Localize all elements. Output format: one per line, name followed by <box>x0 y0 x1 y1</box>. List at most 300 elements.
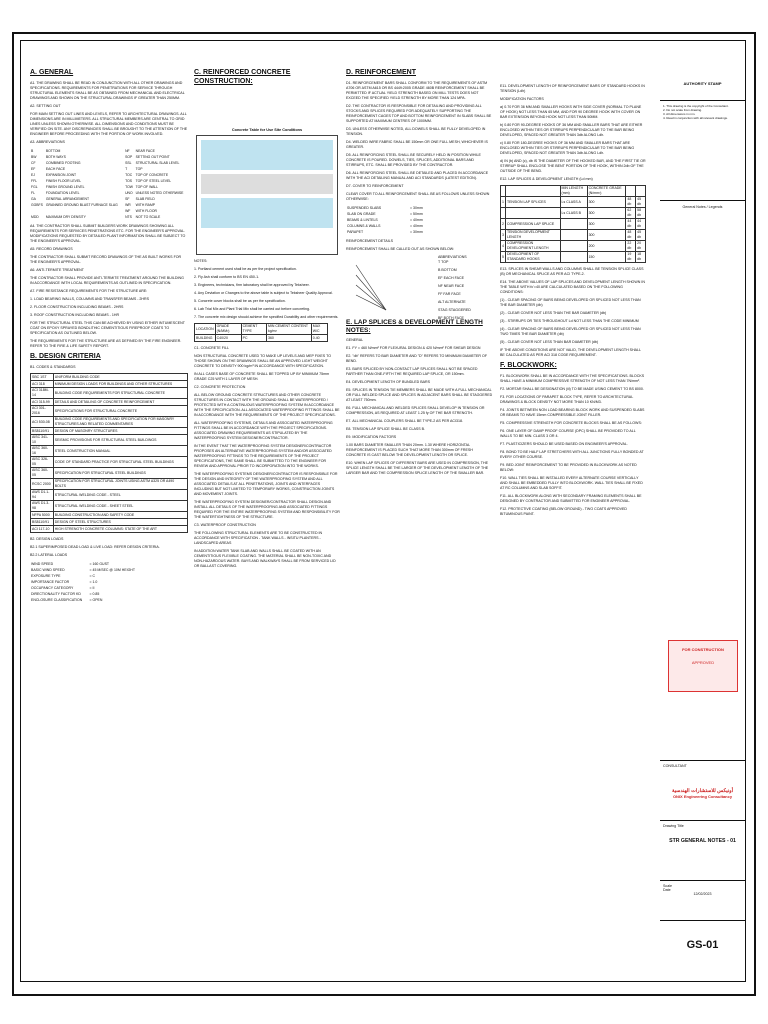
abbreviation-row-cell: BOTH WAYS <box>45 154 66 159</box>
development-row-cell: MIN LENGTH (mm) <box>560 186 587 197</box>
concrete-mix-table <box>196 135 338 255</box>
bar-callout-diagram <box>346 255 494 320</box>
development-row-cell: Ls CLASS A <box>560 197 587 208</box>
code-row <box>31 388 188 399</box>
note-c5: IN THE EVENT THAT THE WATERPROOFING SYSTEM DESIGNER/CONTRACTOR PROPOSES AN ALTERNATIVE WATERPROOFING SYSTEM AND/OR ASSOCIATED WATERPROOFING FITTINGS TO THE REQUIREMENTS OF THE PROJECT SPECIFICATIONS, THE SAME SHALL BE SUBMITTED TO THE ENGINEER FOR REVIEW AND APPROVAL PRIOR TO INCORPORATION INTO THE WORKS. <box>194 444 332 468</box>
abbr-head: ABBREVIATIONS <box>438 255 467 259</box>
note-e9: 1.00 BARS DIAMETER SMALLER THAN 20mm. 1.30 WHERE HORIZONTAL REINFORCEMENT IS PLACED SUCH THAT MORE THAN 300mm OF FRESH CONCRETE IS CAST BELOW THE DEVELOPMENT LENGTH OR SPLICE. <box>346 443 473 457</box>
abbreviation-row-cell: GGBFS <box>31 202 43 207</box>
note-c-item: 5. Concrete cover blocks shall be as per the specification. <box>194 299 286 303</box>
note-a7-item: 1. LOAD BEARING WALLS, COLUMNS AND TRANSFER BEAMS - 2HRS <box>30 297 150 301</box>
development-row-cell: COMPRESSION DEVELOPMENT LENGTH <box>505 241 560 252</box>
approval-text: FOR CONSTRUCTION <box>682 647 724 652</box>
code-row <box>31 468 188 479</box>
note-a7: FOR THE STRUCTURAL STEEL THIS CAN BE ACHIEVED BY USING EITHER INTUMESCENT COAT ON EPOXY SPRAYED BONDLITHIC CEMENTITIOUS FIREPROOF COATS TO SPECIFICATION AS OUTLINED BELOW. <box>30 321 185 335</box>
note-e2: E2. "db" REFERS TO BAR DIAMETER AND "D" REFERS TO MINIMUM DIAMETER OF BEND. <box>346 354 488 363</box>
note-b2-head: B2. DESIGN LOADS <box>30 537 64 541</box>
abbreviation-row-cell: STRUCTURAL SLAB LEVEL <box>135 160 180 165</box>
development-row-cell: COMPRESSION LAP SPLICE <box>505 219 560 230</box>
blockwork-note: F10. WALL TIES SHALL BE INSTALLED EVERY ALTERNATE COURSE VERTICALLY AND SHALL BE EMBEDDED FULLY INTO BLOCKWORK. WALL TIES SHALL BE FIXED AT RC COLUMNS AND SLAB SOFFIT. <box>500 476 643 490</box>
cover-row-cell: SUSPENDED SLABS <box>347 205 382 210</box>
note-e1: E1. FY = 460 N/mm² FOR FLEXURAL DESIGN & 420 N/mm² FOR SHEAR DESIGN <box>346 346 481 350</box>
slab-row <box>195 335 328 342</box>
development-row-cell <box>560 230 587 241</box>
note-e-head: GENERAL <box>346 338 364 342</box>
abbreviation-row-cell: T <box>125 166 128 171</box>
legends-label: General Notes / Legends <box>660 200 745 214</box>
cover-row-cell: = 30mm <box>410 205 423 210</box>
section-b-title: B. DESIGN CRITERIA <box>30 353 101 360</box>
abbreviation-row-cell: BOTTOM <box>45 148 61 153</box>
cover-row-cell: = 40mm <box>410 223 423 228</box>
code-row-cell: DETAILS AND DETAILING OF CONCRETE REINFORCEMENT <box>53 399 187 406</box>
wind-row-cell: = II <box>89 585 95 590</box>
cover-row-cell: = 30mm <box>410 229 423 234</box>
note-c3: ALL BELOW GROUND CONCRETE STRUCTURES AND OTHER CONCRETE STRUCTURES IN CONTACT WITH THE GROUND SHALL BE WATERPROOFED / PROTECTED WITH A CONTINUOUS WATERPROOFING SYSTEM IN ACCORDANCE WITH THE SPECIFICATION. ALL ASSOCIATED WATERPROOFING FITTINGS SHALL BE IN ACCORDANCE WITH THE REQUIREMENTS OF THE PROJECT SPECIFICATIONS. <box>194 393 340 417</box>
tb-note: 4. Read in conjunction with all relevant drawings. <box>663 116 728 120</box>
note-d6: D6. ALL REINFORCING STEEL SHALL BE DETAILED AND PLACED IN ACCORDANCE WITH THE ACI DETAILING MANUAL AND ACI STANDARDS (LATEST EDITION). <box>346 171 489 180</box>
slab-row-cell: MIN CEMENT CONTENT kg/m³ <box>267 324 312 335</box>
note-a6-head: A6. ANTI-TERMITE TREATMENT <box>30 268 84 272</box>
development-row <box>501 197 646 208</box>
drawing-title: STR GENERAL NOTES - 01 <box>669 838 736 844</box>
column-general <box>30 66 188 603</box>
note-e3: E3. BARS SPLICED BY NON-CONTACT LAP SPLICES SHALL NOT BE SPACED FARTHER THAN ONE-FIFTH THE REQUIRED LAP SPLICE, OR 150mm. <box>346 367 478 376</box>
code-row <box>31 406 188 417</box>
code-row <box>31 374 188 381</box>
cover-row-cell: COLUMNS & WALLS <box>347 223 381 228</box>
abbreviation-row-cell: UNLESS NOTED OTHERWISE <box>135 190 184 195</box>
abbreviation-row-cell: B <box>31 148 34 153</box>
note-a6: THE CONTRACTOR SHALL PROVIDE ANTI-TERMITE TREATMENT AROUND THE BUILDING IN ACCORDANCE WITH LOCAL REQUIREMENTS AS OUTLINED IN SPECIFICATION. <box>30 276 184 285</box>
code-row-cell: ACI 530-08 <box>31 417 54 428</box>
abbreviation-row-cell: TOP OF CONCRETE <box>135 172 169 177</box>
code-row <box>31 435 188 446</box>
development-row-cell: 19 db <box>626 252 636 263</box>
abbreviation-row-cell: GRANNED GROUND BLAST FURNACE SLAG <box>45 202 118 207</box>
abbreviation-row-cell: MDD <box>31 214 39 219</box>
title-block-notes <box>660 100 745 200</box>
development-row <box>501 219 646 230</box>
condition-item: (1) - CLEAR SPACING OF BARS BEING DEVELOPED OR SPLICED NOT LESS THAN THE BAR DIAMETER (db) <box>500 298 641 307</box>
stamp-text: APPROVED <box>691 660 715 665</box>
development-row-cell: TENSION LAP SPLICES <box>505 197 560 208</box>
abbreviation-row-cell: FINISH GROUND LEVEL <box>45 184 85 189</box>
development-row-cell: Ls CLASS B <box>560 208 587 219</box>
wind-row-cell: EXPOSURE TYPE <box>31 573 61 578</box>
development-row-cell: TENSION DEVELOPMENT LENGTH <box>505 230 560 241</box>
note-e13: E13. SPLICES IN SHEAR WALLS AND COLUMNS SHALL BE TENSION SPLICE CLASS (B) OR MECHANICAL SPLICE AS PER ACI TYPE-2. <box>500 267 644 276</box>
abbreviation-row-cell: SOP <box>125 154 133 159</box>
note-c-item: 4. Any Deviation or Changes to the above table is subject to Teksheer Quality Approval. <box>194 291 333 295</box>
abbreviation-row-cell: WF <box>125 208 131 213</box>
slab-row-cell: LOCATION <box>195 324 216 335</box>
modification-head: MODIFICATION FACTORS <box>500 97 544 101</box>
code-row <box>31 417 188 428</box>
section-e-title: E. LAP SPLICES & DEVELOPMENT LENGTH NOTES: <box>346 319 483 334</box>
development-row-cell: 45 db <box>636 197 646 208</box>
note-a4: A4. THE CONTRACTOR SHALL SUBMIT BUILDERS WORK DRAWINGS SHOWING ALL REQUIREMENTS FOR SERVICES PENETRATIONS ETC. FOR THE ENGINEER'S APPROVAL. MODIFICATIONS REQUESTED BY DETAILED PLANT INFORMATION SHALL BE SUBJECT TO THE ENGINEER'S APPROVAL. <box>30 224 186 243</box>
drawing-date: 12/02/2023 <box>693 892 712 896</box>
cover-row-cell: = 50mm <box>410 211 423 216</box>
slab-row <box>195 324 328 335</box>
development-row-cell: 44 db <box>636 219 646 230</box>
abbreviation-row-cell: BW <box>31 154 37 159</box>
development-row-cell: 4 <box>501 241 506 252</box>
bar-callout-svg <box>346 255 426 315</box>
blockwork-note: F1. BLOCKWORK SHALL BE IN ACCORDANCE WITH THE SPECIFICATIONS. BLOCKS SHALL HAVE A MINIMUM COMPRESSIVE STRENGTH OF NOT LESS THAN 7N/mm². <box>500 374 645 383</box>
development-row-cell: 300 <box>587 219 626 230</box>
bar-abbr-list <box>438 255 494 324</box>
code-row-cell: HIGH STRENGTH CONCRETE COLUMNS: STATE OF THE ART <box>53 526 187 533</box>
note-b2-2: B2.2 LATERAL LOADS <box>30 553 68 557</box>
code-row <box>31 457 188 468</box>
note-d2: D2. THE CONTRACTOR IS RESPONSIBLE FOR DETAILING AND PROVIDING ALL STOCKS AND SPLICES REQUIRED FOR ADEQUATELY SUPPORTING THE REINFORCEMENT CAGES TOP AND BOTTOM REINFORCEMENT IN SLABS SHALL BE SUPPORTED AT MAXIMUM CENTRES OF 1000MM. <box>346 104 492 123</box>
note-d1: D1. REINFORCEMENT BARS SHALL CONFORM TO THE REQUIREMENTS OF ASTM A706 OR ASTM A615 OR BS 4449:2005 GRADE 460B REINFORCEMENT SHALL BE PERMITTED IF ACTUAL YIELD STRENGTH BASED ON MILL TESTS DOES NOT EXCEED THE SPECIFIED YIELD STRENGTH BY MORE THAN 124 MPA. <box>346 81 488 100</box>
note-d7: CLEAR COVER TO ALL REINFORCEMENT SHALL BE AS FOLLOWS UNLESS SHOWN OTHERWISE: <box>346 192 490 201</box>
blockwork-note: F3. FOR LOCATIONS OF PARAPET BLOCK TYPE, REFER TO ARCHITECTURAL DRAWINGS & BLOCK DENSITY NOT MORE THAN 10 KN/M3. <box>500 395 634 404</box>
abbreviation-row-cell: MAXIMUM DRY DENSITY <box>45 214 86 219</box>
code-row-cell: DESIGN OF STEEL STRUCTURES <box>53 519 187 526</box>
cover-table <box>346 205 435 235</box>
note-c-item: 1. Portland cement used shall be as per the project specification. <box>194 267 297 271</box>
slab-row-cell: GRADE (N/MM²) <box>215 324 241 335</box>
note-d8: REINFORCEMENT SHALL BE CALLED OUT AS SHOWN BELOW: <box>346 247 455 251</box>
note-c1-head: C1. CONCRETE FILL <box>194 346 229 350</box>
abbreviation-row-cell: SSL <box>125 160 132 165</box>
code-row-cell: ACI 117-10 <box>31 526 54 533</box>
abbreviation-row <box>30 214 188 220</box>
development-row-cell <box>505 186 560 197</box>
note-e5: E5. SPLICES IN TENSION TIE MEMBERS SHALL BE MADE WITH A FULL MECHANICAL OR FULL WELDED SPLICE AND SPLICES IN ADJACENT BARS SHALL BE STAGGERED AT LEAST 750mm. <box>346 388 493 402</box>
development-row <box>501 252 646 263</box>
development-row-cell: 5 <box>501 252 506 263</box>
note-c-item: 2. Fly Ash shall conform to BS EN 450-1. <box>194 275 260 279</box>
development-row-cell: 20 db <box>636 241 646 252</box>
section-c-title: C. REINFORCED CONCRETE CONSTRUCTION: <box>194 69 291 85</box>
note-d4: D4. WELDED WIRE FABRIC SHALL BE 150mm OR ONE FULL MESH, WHICHEVER IS GREATER. <box>346 140 488 149</box>
development-row-cell: 45 db <box>636 230 646 241</box>
abbreviation-row-cell: TOP OF STEEL LEVEL <box>135 178 172 183</box>
note-a7-item: 3. ROOF CONSTRUCTION INCLUDING BEAMS - 1HR <box>30 313 120 317</box>
abbreviation-row-cell: UNO <box>125 190 133 195</box>
code-row-cell: AWS D1.1-94 <box>31 490 54 501</box>
wind-row-cell: = 1.0 <box>89 579 98 584</box>
slab-row-cell: CEMENT TYPE <box>241 324 266 335</box>
section-f-title: F. BLOCKWORK: <box>500 362 557 369</box>
scale-label: Scale <box>663 884 672 888</box>
consultant-label: CONSULTANT <box>663 764 687 768</box>
development-row-cell: 150 <box>587 252 626 263</box>
code-row-cell: BS8110/91 <box>31 519 54 526</box>
blockwork-note: F5. COMPRESSIVE STRENGTH FOR CONCRETE BLOCKS SHALL BE AS FOLLOWS: <box>500 421 642 425</box>
abbreviation-row-cell: GA <box>31 196 36 201</box>
development-row-cell: 1 <box>501 197 506 208</box>
abbreviation-row-cell: EJ <box>31 172 35 177</box>
note-a2-head: A2. SETTING OUT <box>30 104 61 108</box>
abbreviation-row-cell: COMBINED FOOTING <box>45 160 81 165</box>
note-e14: E14. THE ABOVE VALUES OF LAP SPLICES AND DEVELOPMENT LENGTH SHOWN IN THE TABLE WITH fc'=40 ARE CALCULATED BASED ON THE FOLLOWING CONDITIONS: <box>500 280 645 294</box>
note-c-item: 3. Engineers, technicians, firm laboratory shall be approved by Teksheer. <box>194 283 310 287</box>
code-row-cell: SPECIFICATIONS FOR STRUCTURAL CONCRETE <box>53 406 187 417</box>
code-row-cell: NFPA 5000 <box>31 512 54 519</box>
drawing-title-label: Drawing Title <box>663 824 684 828</box>
drawing-title-box <box>660 820 745 880</box>
code-row-cell: SBC 1ST <box>31 374 54 381</box>
drawing-number-box <box>660 920 745 982</box>
code-row <box>31 428 188 435</box>
blockwork-note: F2. MORTAR SHALL BE DESIGNATION (iii) TO BE MADE USING CEMENT TO BS 8000. <box>500 387 644 391</box>
abbreviation-row-cell: TOS <box>125 178 132 183</box>
abbreviation-row-cell: TOW <box>125 184 133 189</box>
note-d: d) IN (b) AND (c), db IS THE DIAMETER OF THE HOOKED BAR, AND THE FIRST TIE OR STIRRUP SHALL ENCLOSE THE BENT PORTION OF THE HOOK, WITHIN 2db OF THE OUTSIDE OF THE BEND. <box>500 159 646 173</box>
abbreviation-row-cell: FINISH FLOOR LEVEL <box>45 178 82 183</box>
wind-row-cell: IMPORTANCE FACTOR <box>31 579 70 584</box>
note-d8-head: REINFORCEMENT DETAILS <box>346 239 393 243</box>
note-e12: E12. LAP SPLICES & DEVELOPMENT LENGTH (Ld mm) <box>500 177 593 181</box>
code-row-cell: AISC 360-05 <box>31 468 54 479</box>
slab-table <box>194 323 328 342</box>
condition-item: (2) - CLEAR COVER NOT LESS THAN THE BAR DIAMETER (db) <box>500 311 607 315</box>
note-e7: E7. ALL MECHANICAL COUPLERS SHALL BE TYPE-2 AS PER ACI318. <box>346 419 463 423</box>
abbreviation-row-cell: TOC <box>125 172 133 177</box>
wind-row-cell: WIND SPEED <box>31 561 54 566</box>
development-row-cell: 44 db <box>626 219 636 230</box>
blockwork-note: F12. PROTECTIVE COATING (BELOW GROUND) - TWO COATS APPROVED BITUMINOUS PAINT. <box>500 507 627 516</box>
abbreviation-row-cell: EXPANSION JOINT <box>45 172 77 177</box>
development-row-cell: 200 <box>587 241 626 252</box>
note-c8-head: C3. WATERPROOF CONSTRUCTION <box>194 523 256 527</box>
note-d7-head: D7. COVER TO REINFORCEMENT <box>346 184 404 188</box>
note-a2: FOR MAIN SETTING OUT LINES AND LEVELS, REFER TO ARCHITECTURAL DRAWINGS. ALL DIMENSIONS ARE IN MILLIMETERS. ALL STRUCTURAL MEMBERS ARE CENTRAL TO GRID LINES UNLESS SHOWN OTHERWISE. ALL DIMENSIONS AND CONDITIONS MUST BE VERIFIED ON SITE. ANY DISCREPANCIES SHALL BE BROUGHT TO THE ATTENTION OF THE ENGINEER BEFORE PROCEEDING WITH THE PORTION OF WORK INVOLVED. <box>30 112 188 136</box>
blockwork-note: F7. PLASTICIZERS SHOULD BE USED BASED ON ENGINEER'S APPROVAL. <box>500 442 628 446</box>
note-e8: E8. TENSION LAP SPLICE SHALL BE CLASS B. <box>346 427 426 431</box>
code-row <box>31 490 188 501</box>
abbreviation-row-cell: TOP <box>135 166 143 171</box>
slab-row-cell: 360 <box>267 335 312 342</box>
development-row-cell: 48 db <box>626 230 636 241</box>
note-c2: IN ALL CASES BASE OF CONCRETE SHALL BE TOPPED UP BY MINIMUM 75mm GRADE C25 WITH 1 LAYER OF MESH. <box>194 372 330 381</box>
note-d3: D3. UNLESS OTHERWISE NOTED, ALL DOWELS SHALL BE FULLY DEVELOPED IN TENSION. <box>346 127 486 136</box>
slab-row-cell: PC <box>241 335 266 342</box>
slab-row-cell: C40/20 <box>215 335 241 342</box>
development-row-cell: CONCRETE GRADE (N/mm²) <box>587 186 626 197</box>
development-row-cell <box>560 219 587 230</box>
code-row <box>31 399 188 406</box>
company-english: ONIX Engineering Consultancy <box>672 794 733 799</box>
code-row-cell: BUILDING CODE REQUIREMENTS FOR STRUCTURAL CONCRETE <box>53 388 187 399</box>
abbreviation-row-cell: FOUNDATION LEVEL <box>45 190 80 195</box>
abbreviation-row-cell: NEAR FACE <box>135 148 155 153</box>
development-row <box>501 186 646 197</box>
abbreviation-row-cell: TOP OF WALL <box>135 184 159 189</box>
note-c9: IN ADDITION WATER TANK SLAB AND WALLS SHALL BE COATED WITH AN CEMENTITIOUS FLEXIBLE COATING. THE MATERIAL SHALL BE NON-TOXIC AND NON-HAZARDOUS WATER. BAYS AND WALKWAYS SHALL BE FROM SERVICED LID OR BALLAST COVERING. <box>194 549 336 568</box>
development-row-cell: 300 <box>587 208 626 219</box>
development-row-cell <box>560 252 587 263</box>
cover-row-cell: BEAMS & LINTELS <box>347 217 378 222</box>
note-a: a) 0.70 FOR 36 MM AND SMALLER HOOKS WITH SIDE COVER (NORMAL TO PLANE OF HOOK) NOT LESS THAN 65 MM, AND FOR 90 DEGREE HOOK WITH COVER ON BAR EXTENSION BEYOND HOOK NOT LESS THAN 50MM. <box>500 105 642 119</box>
bar-abbreviation: EF EACH FACE <box>438 276 464 280</box>
bar-abbreviation: ALT ALTERNATE <box>438 300 466 304</box>
scale-date-box <box>660 880 745 920</box>
date-label: Date <box>663 888 671 892</box>
condition-item: (4) - CLEAR SPACING OF BARS BEING DEVELOPED OR SPLICED NOT LESS THAN TWO TIMES THE BAR DIAMETER (db) <box>500 327 641 336</box>
abbreviation-row-cell: EACH FACE <box>45 166 66 171</box>
code-row-cell: STRUCTURAL WELDING CODE - STEEL <box>53 490 187 501</box>
wind-row-cell: = C <box>89 573 96 578</box>
abbreviation-row-cell: CF <box>31 160 36 165</box>
code-row-cell: CODE OF STANDARD PRACTICE FOR STRUCTURAL STEEL BUILDINGS <box>53 457 187 468</box>
section-d-title: D. REINFORCEMENT <box>346 69 416 76</box>
approval-stamp <box>668 640 738 692</box>
development-row <box>501 230 646 241</box>
wind-row-cell: ENCLOSURE CLASSIFICATION <box>31 597 83 602</box>
notes-head: NOTES: <box>194 259 208 263</box>
code-row-cell: SPECIFICATION FOR STRUCTURAL STEEL BUILDINGS <box>53 468 187 479</box>
wind-row-cell: = OPEN <box>89 597 103 602</box>
note-a1: A1. THE DRAWING SHALL BE READ IN CONJUNCTION WITH ALL OTHER DRAWINGS AND SPECIFICATIONS. REQUIREMENTS FOR PENETRATIONS FOR SERVICE THROUGH STRUCTURAL ELEMENTS SHALL BE AS OBTAINED FROM MECHANICAL AND ELECTRICAL DRAWINGS AND SHOWN ON THE STRUCTURAL DRAWINGS IF GREATER THAN 250MM. <box>30 81 185 100</box>
code-row-cell: BS8110/91 <box>31 428 54 435</box>
development-row <box>501 208 646 219</box>
blockwork-note: F4. JOINTS BETWEEN NON LOAD BEARING BLOCK WORK AND SUSPENDED SLABS OR BEAMS TO HAVE 15mm COMPRESSIBLE JOINT FILLER. <box>500 408 645 417</box>
abbreviations-table <box>30 148 188 220</box>
wind-row-cell: OCCUPANCY CATEGORY <box>31 585 74 590</box>
note-c7: THE WATERPROOFING SYSTEM DESIGNER/CONTRACTOR SHALL DESIGN AND INSTALL ALL DETAILS OF THE WATERPROOFING AND ASSOCIATED FITTINGS REQUIRED FOR THE ENTIRE WATERPROOFING SYSTEM AND RESPONSIBILITY FOR THE WATERTIGHTNESS OF THE STRUCTURE. <box>194 500 340 519</box>
abbreviation-row-cell: NTS <box>125 214 132 219</box>
codes-table <box>30 373 188 533</box>
note-c: c) 0.80 FOR 180-DEGREE HOOKS OF 36 MM AND SMALLER BARS THAT ARE ENCLOSED WITHIN TIES OR STIRRUPS PERPENDICULAR TO THE BAR BEING DEVELOPED, SPACED NOT GREATER THAN 3db ALONG Ldh. <box>500 141 635 155</box>
code-row-cell: SEISMIC PROVISIONS FOR STRUCTURAL STEEL BUILDINGS <box>53 435 187 446</box>
bar-abbreviation: BF BOTH FACE <box>438 316 464 320</box>
blockwork-note: F11. ALL BLOCKWORK ALONG WITH SECONDARY FRAMING ELEMENTS SHALL BE DESIGNED BY CONTRACTOR AND SUBMITTED FOR ENGINEER APPROVAL. <box>500 494 642 503</box>
development-row-cell: DEVELOPMENT OF STANDARD HOOKS <box>505 252 560 263</box>
code-row-cell: BUILDING CONSTRUCTION AND SAFETY CODE <box>53 512 187 519</box>
abbreviation-row-cell: NOT TO SCALE <box>135 214 161 219</box>
code-row <box>31 381 188 388</box>
development-row-cell: 48 db <box>626 197 636 208</box>
abbreviation-row-cell: FFL <box>31 178 38 183</box>
abbreviation-row-cell: EF <box>31 166 36 171</box>
title-block-top <box>660 40 745 100</box>
column-blockwork <box>500 66 646 520</box>
code-row <box>31 501 188 512</box>
code-row-cell: SPECIFICATION FOR STRUCTURAL JOINTS USING ASTM A325 OR A490 BOLTS <box>53 479 187 490</box>
note-c4: ALL WATERPROOFING SYSTEMS, DETAILS AND ASSOCIATED WATERPROOFING FITTINGS SHALL BE IN ACCORDANCE WITH THE PROJECT SPECIFICATIONS. ASSOCIATED DRAWING REQUIREMENTS AS STIPULATED BY THE WATERPROOFING SYSTEM DESIGNER/CONTRACTOR. <box>194 421 333 440</box>
code-row <box>31 446 188 457</box>
code-row-cell: AISC 326-05 <box>31 457 54 468</box>
development-row-cell <box>636 186 646 197</box>
development-row-cell: 3 <box>501 230 506 241</box>
code-row <box>31 526 188 533</box>
note-e10: E10. WHEN LAP SPLICES OF DIFFERENT BARS ARE USED IN COMPRESSION, THE SPLICE LENGTH SHALL BE THE LARGER OF THE DEVELOPMENT LENGTH OF THE LARGER BAR AND THE COMPRESSION SPLICE LENGTH OF THE SMALLER BAR. <box>346 461 489 475</box>
note-e11: E11. DEVELOPMENT LENGTH OF REINFORCEMENT BARS OF STANDARD HOOKS IN TENSION (Ldh) <box>500 84 645 93</box>
blockwork-note: F9. BED JOINT REINFORCEMENT TO BE PROVIDED IN BLOCKWORK AS NOTED BELOW: <box>500 463 637 472</box>
abbreviation-row-cell: WITH RAMP <box>135 202 156 207</box>
development-row-cell <box>560 241 587 252</box>
abbreviation-row-cell: WITH FLOOR <box>135 208 157 213</box>
note-c8: THE FOLLOWING STRUCTURAL ELEMENTS ARE TO BE CONSTRUCTED IN ACCORDANCE WITH SPECIFICATION - TANK WALLS - INSITU PLANTERS - LANDSCAPED AREAS <box>194 531 323 545</box>
development-row-cell: 62 db <box>626 208 636 219</box>
note-c1: NON STRUCTURAL CONCRETE USED TO MAKE UP LEVELS AND MEP FIXES TO THOSE SHOWN ON THE DRAWINGS SHALL BE AN APPROVED LIGHT WEIGHT CONCRETE TO DENSITY 900 kg/m³ IN ACCORDANCE WITH SPECIFICATION. <box>194 354 332 368</box>
note-a5-head: A5. RECORD DRAWINGS <box>30 247 73 251</box>
wind-row-cell: BASIC WIND SPEED <box>31 567 65 572</box>
development-row-cell: 22 db <box>626 241 636 252</box>
condition-item: (3) - STIRRUPS OR TIES THROUGHOUT Ld NOT LESS THAN THE CODE MINIMUM <box>500 319 639 323</box>
slab-row-cell: BUILDING <box>195 335 216 342</box>
development-row-cell: 300 <box>587 230 626 241</box>
abbreviation-row-cell: GENERAL ARRANGEMENT <box>45 196 90 201</box>
code-row-cell: UNIFORM BUILDING CODE <box>53 374 187 381</box>
wind-row <box>30 597 141 603</box>
note-a7-item: 2. FLOOR CONSTRUCTION INCLUDING BEAMS - 2HRS <box>30 305 124 309</box>
code-row-cell: AISC 341-10 <box>31 435 54 446</box>
abbreviation-row-cell: WR <box>125 202 131 207</box>
title-block <box>660 40 745 982</box>
note-e4: E4. DEVELOPMENT LENGTH OF BUNDLED BARS <box>346 380 431 384</box>
development-row-cell: 300 <box>587 197 626 208</box>
development-row-cell <box>626 186 636 197</box>
condition-item: (5) - CLEAR COVER NOT LESS THAN BAR DIAMETER (db) <box>500 340 599 344</box>
wind-row-cell: DIRECTIONALITY FACTOR KD <box>31 591 81 596</box>
code-row-cell: ACI 315-99 <box>31 399 54 406</box>
note-a3-head: A3. ABBREVIATIONS <box>30 140 65 144</box>
note-d5: D5. ALL REINFORCING STEEL SHALL BE SECURELY HELD IN POSITION WHILE CONCRETE IS POURED. DOWELS, TIES, SPLICES, ADDITIONAL BARS AND STIRRUPS, ETC. SHALL BE PROVIDED BY THE CONTRACTOR. <box>346 153 481 167</box>
cover-row-cell: SLAB ON GRADE <box>347 211 376 216</box>
bar-abbreviation: B BOTTOM <box>438 268 457 272</box>
code-row-cell: ACI 318 <box>31 381 54 388</box>
code-row-cell: RCSC 2000 <box>31 479 54 490</box>
tb-note: 3. All dimensions in mm. <box>663 112 696 116</box>
code-row-cell: AISC 360-16 <box>31 446 54 457</box>
development-row-cell: 2 <box>501 219 506 230</box>
blockwork-note: F8. BOND TO BE HALF LAP STRETCHERS WITH ALL JUNCTIONS FULLY BONDED AT EVERY OTHER COURSE. <box>500 450 644 459</box>
development-row-cell: 18 db <box>636 252 646 263</box>
development-row <box>501 241 646 252</box>
consultant-box <box>660 760 745 820</box>
code-row-cell: STRUCTURAL WELDING CODE - SHEET STEEL <box>53 501 187 512</box>
bar-abbreviation: STAG STAGGERED <box>438 308 471 312</box>
column-reinforcement <box>346 66 494 479</box>
note-c-item: 7. The concrete mix design should achieve the specified Durability and other requirements. <box>194 315 339 319</box>
bar-abbreviation: NF NEAR FACE <box>438 284 465 288</box>
development-row-cell <box>505 208 560 219</box>
tb-note: 1. This drawing is the copyright of the Consultant. <box>663 104 729 108</box>
abbreviation-row-cell: FGL <box>31 184 38 189</box>
note-e6: E6. FULL MECHANICAL AND WELDED SPLICES SHALL DEVELOP IN TENSION OR COMPRESSION, AS REQUIRED AT LEAST 1.25 fy OF THE BAR STRENGTH. <box>346 406 485 415</box>
company-arabic: أونيكس للاستشارات الهندسية <box>671 788 734 794</box>
slab-row-cell: 0.40 <box>311 335 328 342</box>
code-row-cell: DESIGN OF MASONRY STRUCTURES <box>53 428 187 435</box>
abbreviation-row-cell: FL <box>31 190 35 195</box>
wind-row-cell: = 45 M/SEC @ 10M HEIGHT <box>89 567 135 572</box>
wind-table <box>30 561 141 603</box>
development-row-cell: 58 db <box>636 208 646 219</box>
cover-row-cell: PARAPET <box>347 229 364 234</box>
abbreviation-row-cell: SETTING OUT POINT <box>135 154 170 159</box>
note-a8: THE REQUIREMENTS FOR THE STRUCTURE ARE AS DEFINED BY THE FIRE ENGINEER. REFER TO THE FIRE & LIFE SAFETY REPORT. <box>30 339 182 348</box>
tb-note: 2. Do not scale from drawing. <box>663 108 703 112</box>
blockwork-note: F6. ONE LAYER OF DAMP PROOF COURSE (DPC) SHALL BE PROVIDED TO ALL WALLS TO BE MIN. CLASS 3 OR 4. <box>500 429 636 438</box>
column-concrete <box>194 66 340 572</box>
note-c6: THE WATERPROOFING SYSTEMS DESIGNER/CONTRACTOR IS RESPONSIBLE FOR THE DESIGN AND INTEGRITY OF THE WATERPROOFING SYSTEM AND ALL ASSOCIATED DETAILS AT ALL PENETRATIONS, JOINTS AND INTERFACES INCLUDING BUT NOT LIMITED TO TEMPORARY WORKS, CONSTRUCTION JOINTS AND MOVEMENT JOINTS. <box>194 472 338 496</box>
code-row <box>31 519 188 526</box>
drawing-number: GS-01 <box>686 939 719 951</box>
wind-row-cell: = 0.85 <box>89 591 100 596</box>
note-a7-head: A7. FIRE RESISTANCE REQUIREMENTS FOR THE STRUCTURE ARE: <box>30 289 148 293</box>
code-row-cell: AWS D1.3-98 <box>31 501 54 512</box>
note-c3-head: C2. CONCRETE PROTECTION <box>194 385 246 389</box>
code-row-cell: STEEL CONSTRUCTION MANUAL <box>53 446 187 457</box>
